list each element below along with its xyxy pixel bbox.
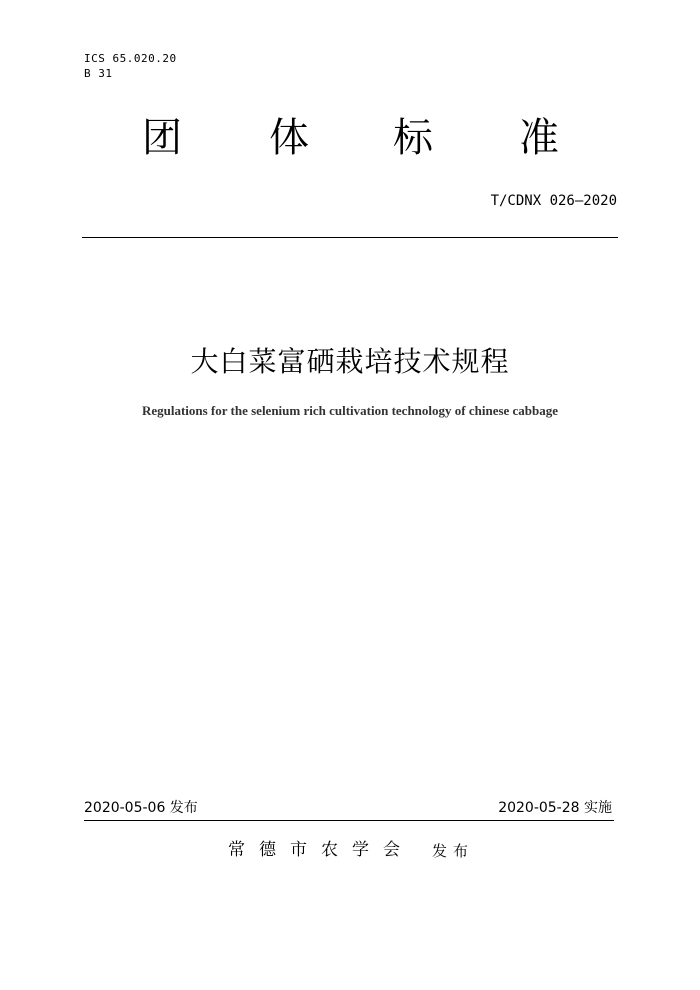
issuer-name: 常德市农学会 <box>228 840 414 860</box>
top-divider <box>82 237 618 238</box>
implementation-date: 2020-05-28 实施 <box>498 800 612 816</box>
standard-type-char: 团 <box>142 115 182 161</box>
issuer-action: 发布 <box>432 842 475 860</box>
standard-type-char: 体 <box>269 115 309 161</box>
standard-type-char: 准 <box>519 115 559 161</box>
ics-code: ICS 65.020.20 <box>84 52 177 65</box>
issue-date: 2020-05-06 发布 <box>84 800 198 816</box>
document-title-english: Regulations for the selenium rich cultivation technology of chinese cabbage <box>141 403 559 418</box>
bottom-divider <box>84 820 614 821</box>
ccs-code: B 31 <box>84 67 113 80</box>
document-title-chinese: 大白菜富硒栽培技术规程 <box>190 345 510 378</box>
standard-type-heading <box>100 112 600 164</box>
standard-number: T/CDNX 026—2020 <box>490 193 617 209</box>
standard-type-char: 标 <box>393 115 433 161</box>
